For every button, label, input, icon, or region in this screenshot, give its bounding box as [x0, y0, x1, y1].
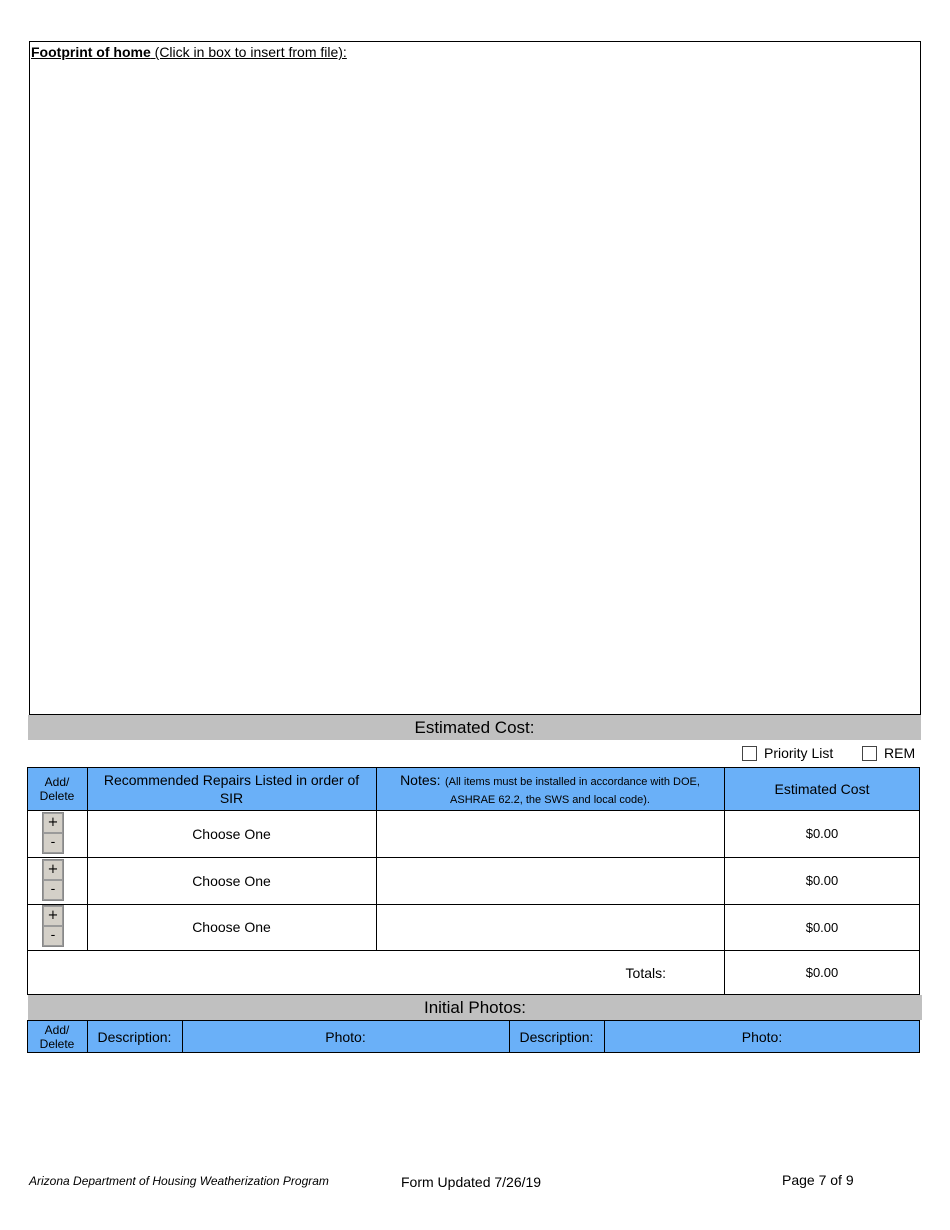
delete-row-button-2[interactable]: -	[43, 880, 63, 900]
col-notes	[376, 767, 724, 810]
grid-line	[27, 1020, 920, 1021]
totals-label: Totals:	[625, 964, 666, 981]
row-stepper-2	[42, 859, 64, 901]
add-row-button-1[interactable]: +	[43, 813, 63, 833]
footprint-image-box[interactable]	[29, 41, 921, 715]
grid-line	[182, 1020, 183, 1053]
cost-field-2[interactable]: $0.00	[805, 873, 839, 888]
grid-line	[27, 904, 920, 905]
grid-line	[724, 767, 725, 995]
repair-select-2[interactable]: Choose One	[192, 872, 271, 889]
grid-line	[376, 767, 377, 950]
grid-line	[919, 767, 920, 995]
repairs-table	[27, 767, 920, 995]
priority-list-checkbox-box[interactable]	[742, 746, 757, 761]
footprint-label: Footprint of home (Click in box to insert from file):	[31, 44, 347, 60]
photos-col-description-2: Description:	[509, 1020, 604, 1053]
totals-value: $0.00	[805, 965, 839, 980]
delete-row-button-1[interactable]: -	[43, 833, 63, 853]
grid-line	[27, 1020, 28, 1053]
repair-select-1[interactable]: Choose One	[192, 825, 271, 842]
notes-header-small: (All items must be installed in accordance with DOE, ASHRAE 62.2, the SWS and local code).	[444, 776, 700, 806]
footer-form-updated: Form Updated 7/26/19	[401, 1174, 542, 1190]
add-row-button-3[interactable]: +	[43, 906, 63, 926]
grid-line	[509, 1020, 510, 1053]
photos-col-photo-2: Photo:	[604, 1020, 920, 1053]
footer-page-number: Page 7 of 9	[782, 1172, 854, 1188]
initial-photos-header: Initial Photos:	[28, 995, 922, 1020]
grid-line	[87, 767, 88, 950]
notes-field-2[interactable]	[376, 857, 724, 904]
grid-line	[27, 950, 920, 951]
notes-field-1[interactable]	[376, 810, 724, 857]
grid-line	[27, 767, 28, 995]
photos-table	[27, 1020, 920, 1053]
grid-line	[27, 767, 920, 768]
col-add-delete: Add/ Delete	[27, 767, 87, 810]
grid-line	[27, 810, 920, 811]
estimated-cost-header: Estimated Cost:	[28, 715, 921, 740]
delete-row-button-3[interactable]: -	[43, 926, 63, 946]
grid-line	[27, 857, 920, 858]
photos-col-add-delete: Add/ Delete	[27, 1020, 87, 1053]
grid-line	[604, 1020, 605, 1053]
notes-header-main: Notes:	[400, 772, 441, 788]
repair-select-3[interactable]: Choose One	[192, 919, 271, 935]
rem-label: REM	[884, 745, 916, 761]
priority-list-checkbox[interactable]	[742, 745, 833, 761]
rem-checkbox[interactable]	[862, 745, 915, 761]
grid-line	[27, 1052, 920, 1053]
add-row-button-2[interactable]: +	[43, 860, 63, 880]
rem-checkbox-box[interactable]	[862, 746, 877, 761]
footer-program-name: Arizona Department of Housing Weatherization Program	[29, 1174, 329, 1188]
cost-field-1[interactable]: $0.00	[805, 826, 839, 841]
priority-list-label: Priority List	[764, 745, 834, 761]
row-stepper-1	[42, 812, 64, 854]
col-estimated-cost: Estimated Cost	[724, 767, 920, 810]
grid-line	[87, 1020, 88, 1053]
col-recommended-repairs: Recommended Repairs Listed in order of SIR	[87, 767, 376, 810]
cost-field-3[interactable]: $0.00	[805, 919, 839, 935]
photos-col-photo-1: Photo:	[182, 1020, 509, 1053]
notes-field-3[interactable]	[376, 904, 724, 950]
photos-col-description-1: Description:	[87, 1020, 182, 1053]
row-stepper-3	[42, 905, 64, 947]
grid-line	[919, 1020, 920, 1053]
